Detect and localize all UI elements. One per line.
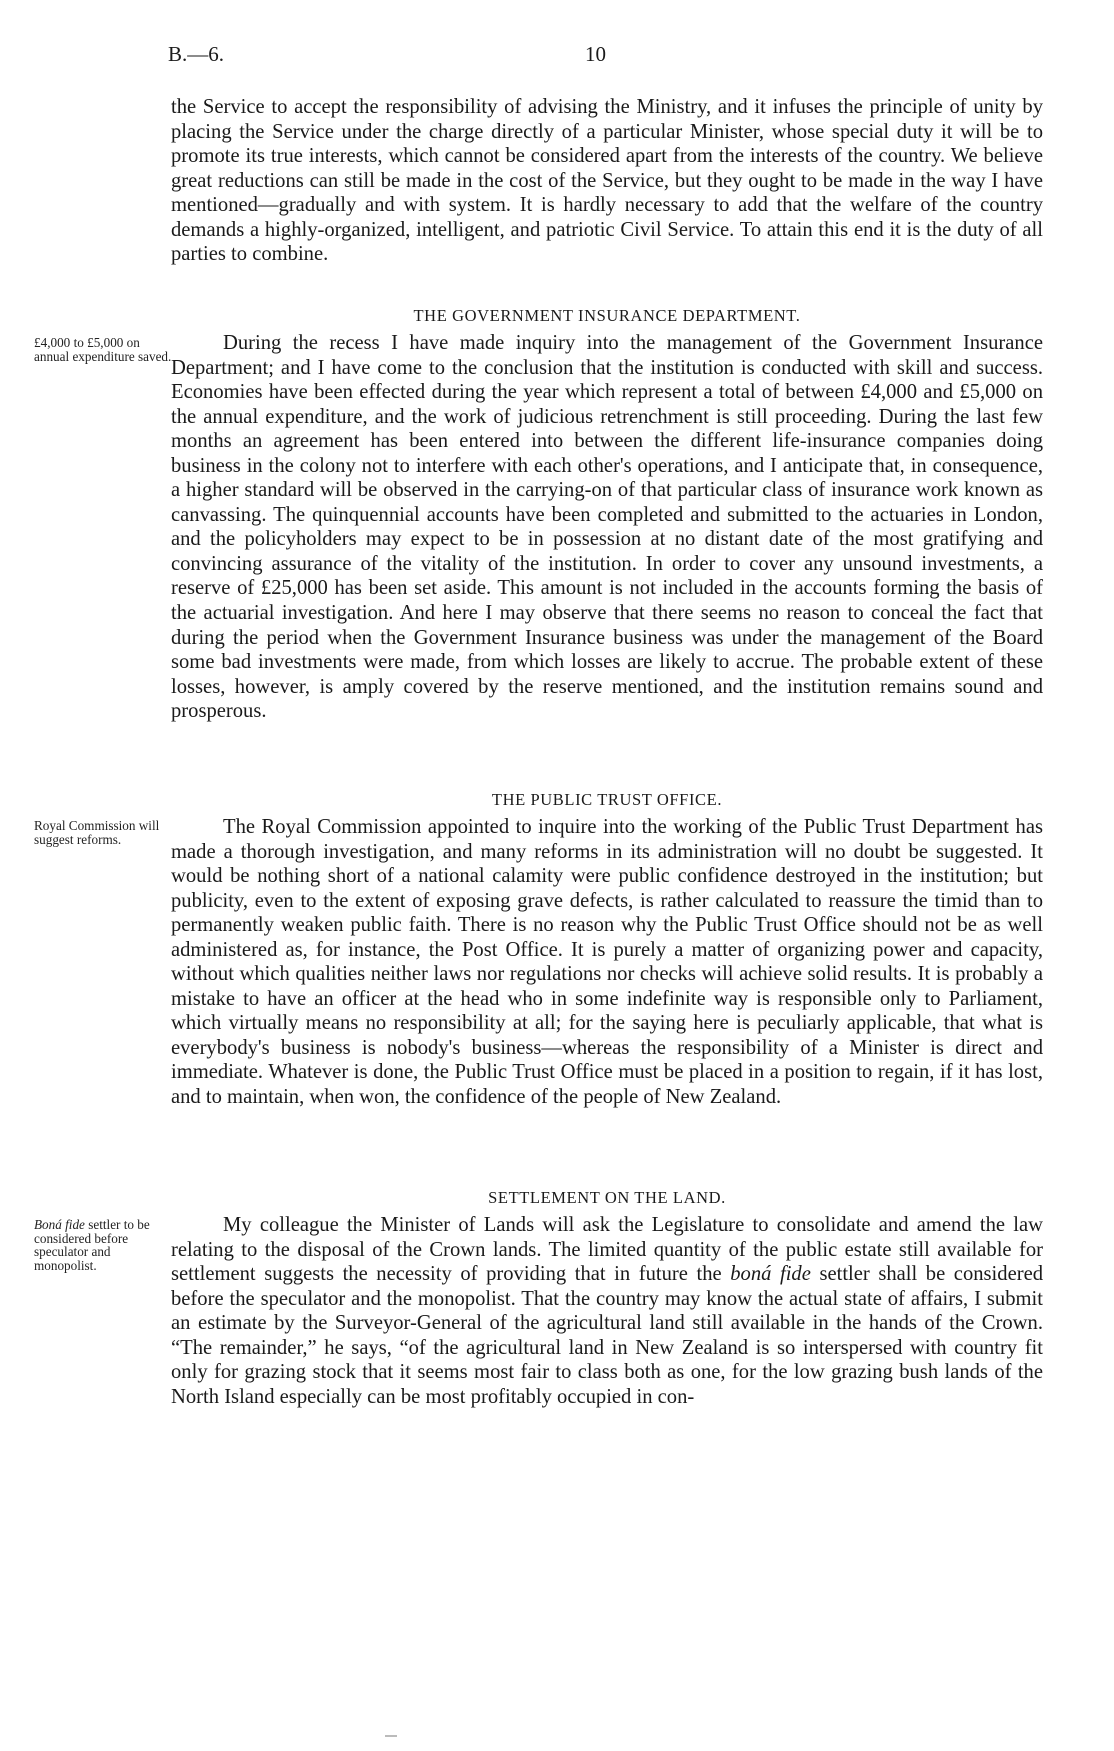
settlement-text-part-1: My colleague the Minister of Lands will ask the Legislature to consolidate and amend the law relating to the disposal of the Crown lands. The limited quantity of the public estate still available for settlement suggests the necessity of providing that in future the — [171, 1214, 1043, 1286]
section-heading-settlement: SETTLEMENT ON THE LAND. — [488, 1188, 726, 1207]
margin-note-settlement — [34, 1218, 172, 1272]
section-heading-insurance: THE GOVERNMENT INSURANCE DEPARTMENT. — [413, 306, 801, 325]
settlement-text-italic: boná fide — [730, 1263, 811, 1286]
page-number: 10 — [585, 42, 606, 66]
margin-note-insurance: £4,000 to £5,000 on annual expenditure saved. — [34, 335, 172, 364]
section-settlement — [171, 1187, 1043, 1409]
section-public-trust — [171, 789, 1043, 1110]
section-paragraph-settlement — [171, 1213, 1043, 1409]
page-header — [160, 42, 606, 72]
page-foot-mark — [385, 1735, 397, 1737]
document-reference: B.—6. — [168, 42, 225, 66]
margin-note-settlement-italic: Boná fide — [34, 1217, 85, 1232]
intro-section — [171, 95, 1043, 267]
margin-note-settlement-text: settler to be considered before speculator and monopolist. — [34, 1217, 150, 1273]
settlement-text-part-2: settler shall be considered before the speculator and the monopolist. That the country may know the actual state of affairs, I submit an estimate by the Surveyor-General of the agricultural land still available in the hands of the Crown. “The remainder,” he says, “of the agricultural land in New Zealand is so interspersed with country fit only for grazing stock that it seems most fair to class both as one, for the low grazing bush lands of the North Island especially can be most profitably occupied in con- — [171, 1263, 1044, 1408]
section-heading-public-trust: THE PUBLIC TRUST OFFICE. — [491, 790, 723, 809]
section-paragraph-insurance: During the recess I have made inquiry into the management of the Government Insurance Department; and I have come to the conclusion that the institution is conducted with skill and success. Economies have been effected during the year which represent a total of between £4,000 and £5,000 on the annual expenditure, and the work of judicious retrenchment is still proceeding. During the last few months an agreement has been entered into between the different life-insurance companies doing business in the colony not to interfere with each other's operations, and I anticipate that, in consequence, a higher standard will be observed in the carrying-on of that particular class of insurance work known as canvassing. The quinquennial accounts have been completed and submitted to the actuaries in London, and the policyholders may expect to be in possession at no distant date of the most gratifying and convincing assurance of the vitality of the institution. In order to cover any unsound investments, a reserve of £25,000 has been set aside. This amount is not included in the accounts forming the basis of the actuarial investigation. And here I may observe that there seems no reason to conceal the fact that during the period when the Government Insurance business was under the management of the Board some bad investments were made, from which losses are likely to accrue. The probable extent of these losses, however, is amply covered by the reserve mentioned, and the institution remains sound and prosperous. — [171, 332, 1043, 723]
margin-note-public-trust: Royal Commission will suggest reforms. — [34, 818, 160, 847]
section-insurance — [171, 305, 1043, 724]
intro-paragraph: the Service to accept the responsibility of advising the Ministry, and it infuses the principle of unity by placing the Service under the charge directly of a particular Minister, whose special duty it will be to promote its true interests, which cannot be considered apart from the interests of the country. We believe great reductions can still be made in the cost of the Service, but they ought to be made in the way I have mentioned—gradually and with system. It is hardly necessary to add that the welfare of the country demands a highly-organized, intelligent, and patriotic Civil Service. To attain this end it is the duty of all parties to combine. — [171, 96, 1043, 266]
section-paragraph-public-trust: The Royal Commission appointed to inquire into the working of the Public Trust Department has made a thorough investigation, and many reforms in its administration will no doubt be suggested. It would be nothing short of a national calamity were public confidence destroyed in the institution; but publicity, even to the extent of exposing grave defects, is rather calculated to reassure the timid than to permanently weaken public faith. There is no reason why the Public Trust Office should not be as well administered as, for instance, the Post Office. It is purely a matter of organizing power and capacity, without which qualities neither laws nor regulations nor checks will achieve solid results. It is probably a mistake to have an officer at the head who in some indefinite way is responsible only to Parliament, which virtually means no responsibility at all; for the saying here is peculiarly applicable, that what is everybody's business is nobody's business—whereas the responsibility of a Minister is direct and immediate. Whatever is done, the Public Trust Office must be placed in a position to regain, if it has lost, and to maintain, when won, the confidence of the people of New Zealand. — [171, 816, 1043, 1109]
